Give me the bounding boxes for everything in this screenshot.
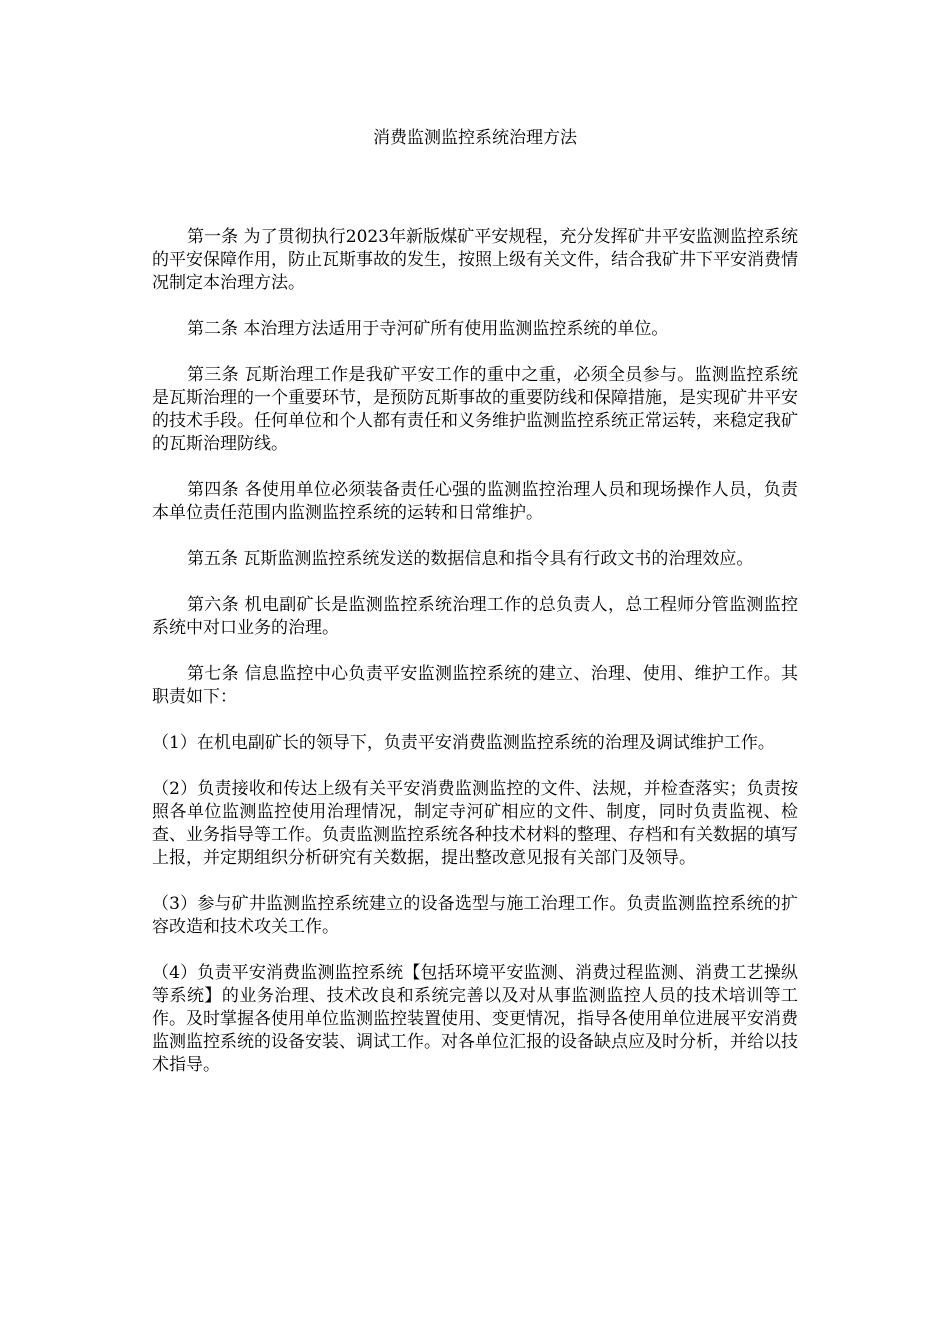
article-5: 第五条 瓦斯监测监控系统发送的数据信息和指令具有行政文书的治理效应。 bbox=[187, 549, 754, 569]
article-4: 第四条 各使用单位必须装备责任心强的监测监控治理人员和现场操作人员，负责本单位责任范围内监测监控系统的运转和日常维护。 bbox=[152, 480, 798, 523]
document-body bbox=[152, 226, 798, 1100]
article-1: 第一条 为了贯彻执行2023年新版煤矿平安规程，充分发挥矿井平安监测监控系统的平安保障作用，防止瓦斯事故的发生，按照上级有关文件，结合我矿井下平安消费情况制定本治理方法。 bbox=[152, 227, 798, 293]
duty-item-3: （3）参与矿井监测监控系统建立的设备选型与施工治理工作。负责监测监控系统的扩容改造和技术攻关工作。 bbox=[152, 894, 798, 937]
article-2: 第二条 本治理方法适用于寺河矿所有使用监测监控系统的单位。 bbox=[187, 319, 669, 339]
duty-item-2: （2）负责接收和传达上级有关平安消费监测监控的文件、法规，并检查落实；负责按照各单位监测监控使用治理情况，制定寺河矿相应的文件、制度，同时负责监视、检查、业务指导等工作。负责监测监控系统各种技术材料的整理、存档和有关数据的填写上报，并定期组织分析研究有关数据，提出整改意见报有关部门及领导。 bbox=[152, 779, 798, 868]
duty-item-1: （1）在机电副矿长的领导下，负责平安消费监测监控系统的治理及调试维护工作。 bbox=[152, 733, 775, 753]
article-7: 第七条 信息监控中心负责平安监测监控系统的建立、治理、使用、维护工作。其职责如下： bbox=[152, 664, 798, 707]
article-3: 第三条 瓦斯治理工作是我矿平安工作的重中之重，必须全员参与。监测监控系统是瓦斯治理的一个重要环节，是预防瓦斯事故的重要防线和保障措施，是实现矿井平安的技术手段。任何单位和个人都有责任和义务维护监测监控系统正常运转，来稳定我矿的瓦斯治理防线。 bbox=[152, 365, 798, 454]
article-6: 第六条 机电副矿长是监测监控系统治理工作的总负责人，总工程师分管监测监控系统中对口业务的治理。 bbox=[152, 595, 798, 638]
document-title: 消费监测监控系统治理方法 bbox=[373, 128, 577, 148]
duty-item-4: （4）负责平安消费监测监控系统【包括环境平安监测、消费过程监测、消费工艺操纵等系统】的业务治理、技术改良和系统完善以及对从事监测监控人员的技术培训等工作。及时掌握各使用单位监测监控装置使用、变更情况，指导各使用单位进展平安消费监测监控系统的设备安装、调试工作。对各单位汇报的设备缺点应及时分析，并给以技术指导。 bbox=[152, 963, 798, 1075]
